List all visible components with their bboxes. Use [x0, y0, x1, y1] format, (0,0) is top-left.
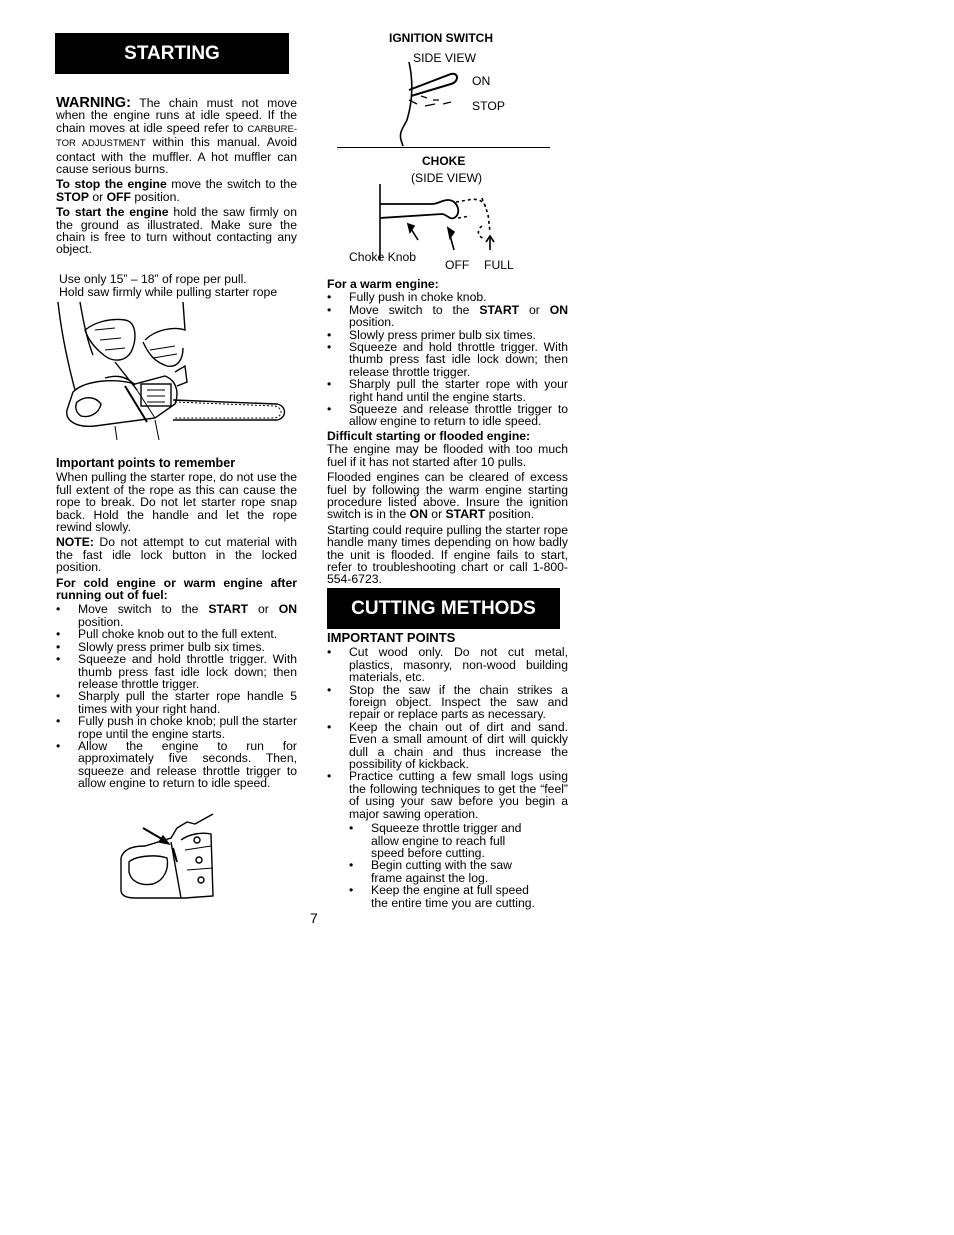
carburetor-reference: CARBURE-TOR ADJUSTMENT [56, 123, 297, 150]
stop-engine-paragraph: To stop the engine move the switch to the STOP or OFF position. [56, 177, 297, 204]
list-item: • Fully push in choke knob. [327, 291, 568, 303]
ignition-title: IGNITION SWITCH [389, 31, 493, 45]
warm-steps-list [327, 291, 568, 427]
list-item: • Pull choke knob out to the full extent. [56, 628, 297, 640]
ignition-on-label: ON [472, 74, 491, 88]
list-item: • Begin cutting with the saw frame against the log. [349, 859, 539, 884]
list-item: • Move switch to the START or ON position. [327, 304, 568, 329]
start-engine-paragraph: To start the engine hold the saw firmly on the ground as illustrated. Make sure the chain is free to turn without contacting any object. [56, 205, 297, 257]
list-item: • Move switch to the START or ON position. [56, 603, 297, 628]
list-item: • Slowly press primer bulb six times. [327, 329, 568, 341]
note-paragraph: NOTE: Do not attempt to cut material with the fast idle lock button in the locked position. [56, 535, 297, 575]
starting-banner-title: STARTING [124, 42, 220, 64]
points-heading: Important points to remember [56, 456, 236, 470]
list-item: • Squeeze and hold throttle trigger. With thumb press fast idle lock down; then release throttle trigger. [327, 341, 568, 378]
ignition-switch-illustration [395, 60, 470, 148]
choke-off-label: OFF [445, 258, 470, 272]
left-intro [56, 97, 297, 259]
warning-paragraph: WARNING: The chain must not move when the engine runs at idle speed. If the chain moves at idle speed refer to CARBURE-TOR ADJUSTMENT within this manual. Avoid contact with the muffler. A hot muffler can cause serious burns. [56, 95, 297, 177]
points-paragraph: When pulling the starter rope, do not use the full extent of the rope as this can cause the rope to break. Do not let starter rope snap back. Hold the handle and let the rope rewind slowly. [56, 470, 297, 535]
choke-full-label: FULL [484, 258, 514, 272]
list-item: • Fully push in choke knob; pull the starter rope until the engine starts. [56, 715, 297, 740]
cold-steps-list [56, 603, 297, 789]
list-item: • Keep the engine at full speed the entire time you are cutting. [349, 884, 539, 909]
list-item: • Stop the saw if the chain strikes a foreign object. Inspect the saw and repair or replace parts as necessary. [327, 684, 568, 721]
list-item: • Sharply pull the starter rope with your right hand until the engine starts. [327, 378, 568, 403]
starting-saw-illustration [55, 300, 290, 445]
difficult-heading: Difficult starting or flooded engine: [327, 428, 531, 443]
list-item: • Keep the chain out of dirt and sand. Even a small amount of dirt will quickly dull a chain and thus increase the possibility of kickback. [327, 721, 568, 771]
warm-heading: For a warm engine: [327, 277, 439, 291]
flooded-paragraph: Flooded engines can be cleared of excess fuel by following the warm engine starting procedure listed above. Insure the ignition switch is in the ON or START position. [327, 470, 568, 522]
list-item: • Squeeze throttle trigger and allow engine to reach full speed before cutting. [349, 822, 539, 859]
right-warm [327, 278, 568, 589]
choke-knob-label: Choke Knob [349, 250, 417, 264]
ignition-stop-label: STOP [472, 99, 505, 113]
page-number: 7 [310, 910, 318, 926]
starting-banner [55, 33, 289, 74]
fast-idle-lock-illustration [115, 810, 219, 902]
right-cutting [327, 632, 568, 911]
cut-points-list [327, 646, 568, 820]
list-item: • Cut wood only. Do not cut metal, plastics, masonry, non-wood building materials, etc. [327, 646, 568, 683]
cutting-methods-banner [327, 588, 560, 629]
cut-subpoints-list [349, 822, 539, 909]
rope-caption-1: Use only 15” – 18” of rope per pull. [59, 272, 247, 286]
rope-caption-2: Hold saw firmly while pulling starter rope [59, 285, 278, 299]
cutting-methods-title: CUTTING METHODS [351, 597, 536, 619]
list-item: • Allow the engine to run for approximately five seconds. Then, squeeze and release throttle trigger to allow engine to return to idle speed. [56, 740, 297, 790]
cold-heading: For cold engine or warm engine after running out of fuel: [56, 575, 297, 603]
warning-label: WARNING: [56, 95, 131, 111]
left-points [56, 457, 297, 792]
list-item: • Squeeze and release throttle trigger to allow engine to return to idle speed. [327, 403, 568, 428]
choke-knob-illustration [372, 180, 502, 260]
list-item: • Sharply pull the starter rope handle 5 times with your right hand. [56, 690, 297, 715]
difficult-paragraph: The engine may be flooded with too much fuel if it has not started after 10 pulls. [327, 442, 568, 469]
list-item: • Practice cutting a few small logs using the following techniques to get the “feel” of using your saw before you begin a major sawing operation. [327, 770, 568, 820]
ignition-side-view: SIDE VIEW [413, 51, 476, 65]
ignition-divider [337, 147, 550, 148]
note-label: NOTE: [56, 535, 94, 550]
choke-title: CHOKE [422, 154, 466, 168]
list-item: • Slowly press primer bulb six times. [56, 641, 297, 653]
choke-side-view: (SIDE VIEW) [411, 171, 483, 185]
starting-paragraph: Starting could require pulling the starter rope handle many times depending on how badly the unit is flooded. If engine fails to start, refer to troubleshooting chart or call 1-800-554-6723. [327, 522, 568, 587]
important-points-heading: IMPORTANT POINTS [327, 630, 456, 645]
list-item: • Squeeze and hold throttle trigger. With thumb press fast idle lock down; then release throttle trigger. [56, 653, 297, 690]
